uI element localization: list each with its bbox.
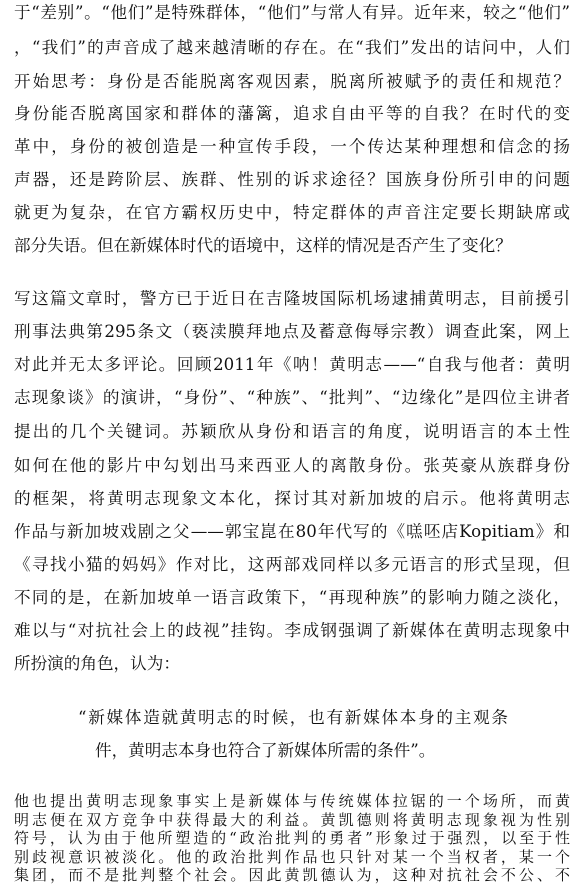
text-line: 声器，还是跨阶层、族群、性别的诉求途径？国族身份所引申的问题 <box>14 170 570 189</box>
text-line: 于“差别”。“他们”是特殊群体，“他们”与常人有异。近年来，较之“他们” <box>14 3 570 22</box>
text-line: 他也提出黄明志现象事实上是新媒体与传统媒体拉锯的一个场所，而黄 <box>14 792 570 810</box>
text-line: 志现象谈》的演讲，“身份”、“种族”、“批判”、“边缘化”是四位主讲者 <box>14 388 570 407</box>
quote-line: “新媒体造就黄明志的时候，也有新媒体本身的主观条 <box>78 708 508 727</box>
text-line: 对此并无太多评论。回顾2011年《呐！黄明志——“自我与他者：黄明 <box>14 355 570 374</box>
text-line: 符号，认为由于他所塑造的“政治批判的勇者”形象过于强烈，以至于性 <box>14 829 570 847</box>
text-line: 部分失语。但在新媒体时代的语境中，这样的情况是否产生了变化？ <box>14 236 512 255</box>
text-line: 就更为复杂，在官方霸权历史中，特定群体的声音注定要长期缺席或 <box>14 203 570 222</box>
text-line: 集团，而不是批判整个社会。因此黄凯德认为，这种对抗社会不公、不 <box>14 866 570 884</box>
text-line: 明志便在双方竞争中获得最大的利益。黄凯德则将黄明志现象视为性别 <box>14 810 570 829</box>
quote-line: 件，黄明志本身也符合了新媒体所需的条件”。 <box>95 741 436 760</box>
text-line: 所扮演的角色，认为： <box>14 654 180 673</box>
text-line: 写这篇文章时，警方已于近日在吉隆坡国际机场逮捕黄明志，目前援引 <box>14 289 570 308</box>
text-line: 身份能否脱离国家和群体的藩篱，追求自由平等的自我？在时代的变 <box>14 104 570 123</box>
text-line: 不同的是，在新加坡单一语言政策下，“再现种族”的影响力随之淡化， <box>14 588 570 607</box>
text-line: 刑事法典第295条文（亵渎膜拜地点及蓄意侮辱宗教）调查此案，网上 <box>14 322 570 341</box>
text-line: 革中，身份的被创造是一种宣传手段，一个传达某种理想和信念的扬 <box>14 137 570 156</box>
text-line: 作品与新加坡戏剧之父——郭宝崑在80年代写的《㗝呸店Kopitiam》和 <box>14 522 570 541</box>
text-line: 别歧视意识被淡化。他的政治批判作品也只针对某一个当权者，某一个 <box>14 847 570 866</box>
text-line: 难以与“对抗社会上的歧视”挂钩。李成钢强调了新媒体在黄明志现象中 <box>14 621 570 640</box>
text-line: 提出的几个关键词。苏颖欣从身份和语言的角度，说明语言的本土性 <box>14 422 570 441</box>
text-line: ，“我们”的声音成了越来越清晰的存在。在“我们”发出的诘问中，人们 <box>14 38 570 57</box>
text-line: 如何在他的影片中勾划出马来西亚人的离散身份。张英豪从族群身份 <box>14 456 570 475</box>
text-line: 《寻找小猫的妈妈》作对比，这两部戏同样以多元语言的形式呈现，但 <box>14 555 570 574</box>
text-line: 的框架，将黄明志现象文本化，探讨其对新加坡的启示。他将黄明志 <box>14 489 570 508</box>
text-line: 开始思考：身份是否能脱离客观因素，脱离所被赋予的责任和规范？ <box>14 72 570 91</box>
